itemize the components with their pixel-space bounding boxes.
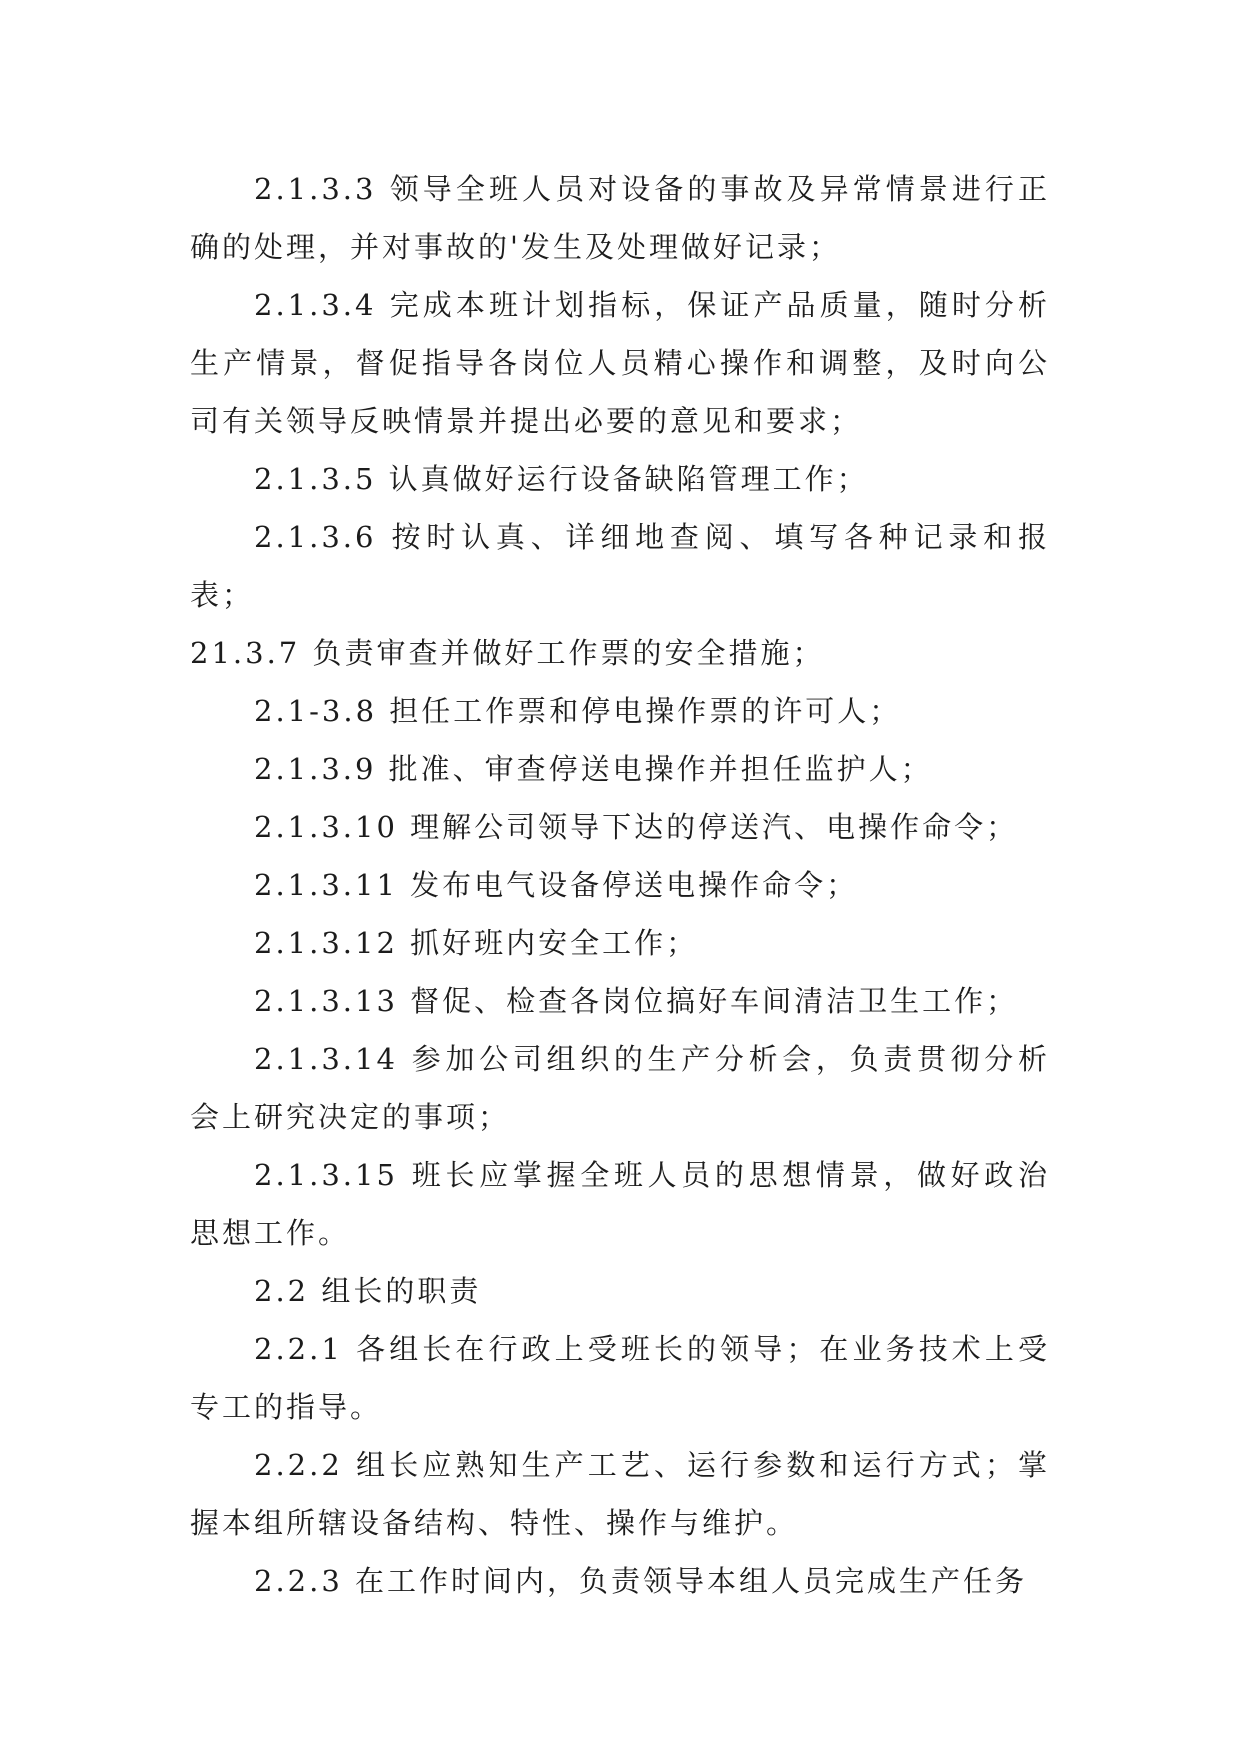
paragraph-2-1-3-14: 2.1.3.14 参加公司组织的生产分析会，负责贯彻分析会上研究决定的事项；	[190, 1042, 1050, 1134]
paragraph-2-1-3-7: 21.3.7 负责审查并做好工作票的安全措施；	[190, 636, 825, 670]
paragraph-2-1-3-4: 2.1.3.4 完成本班计划指标，保证产品质量，随时分析生产情景，督促指导各岗位人员精心操作和调整，及时向公司有关领导反映情景并提出必要的意见和要求；	[190, 288, 1050, 438]
paragraph-2-1-3-6: 2.1.3.6 按时认真、详细地查阅、填写各种记录和报表；	[190, 520, 1050, 612]
paragraph-2-1-3-10: 2.1.3.10 理解公司领导下达的停送汽、电操作命令；	[254, 810, 1019, 844]
document-body	[190, 160, 1050, 1610]
paragraph-2-1-3-12: 2.1.3.12 抓好班内安全工作；	[254, 926, 699, 960]
paragraph-2-1-3-3: 2.1.3.3 领导全班人员对设备的事故及异常情景进行正确的处理，并对事故的'发生及处理做好记录；	[190, 172, 1050, 264]
paragraph-2-2-1: 2.2.1 各组长在行政上受班长的领导；在业务技术上受专工的指导。	[190, 1332, 1050, 1424]
paragraph-2-1-3-5: 2.1.3.5 认真做好运行设备缺陷管理工作；	[254, 462, 869, 496]
paragraph-2-1-3-9: 2.1.3.9 批准、审查停送电操作并担任监护人；	[254, 752, 933, 786]
paragraph-2-1-3-8: 2.1-3.8 担任工作票和停电操作票的许可人；	[254, 694, 902, 728]
paragraph-2-1-3-13: 2.1.3.13 督促、检查各岗位搞好车间清洁卫生工作；	[254, 984, 1019, 1018]
paragraph-2-1-3-11: 2.1.3.11 发布电气设备停送电操作命令；	[254, 868, 859, 902]
paragraph-2-2-2: 2.2.2 组长应熟知生产工艺、运行参数和运行方式；掌握本组所辖设备结构、特性、操作与维护。	[190, 1448, 1050, 1540]
paragraph-2-1-3-15: 2.1.3.15 班长应掌握全班人员的思想情景，做好政治思想工作。	[190, 1158, 1050, 1250]
section-heading-2-2: 2.2 组长的职责	[254, 1274, 482, 1308]
paragraph-2-2-3: 2.2.3 在工作时间内，负责领导本组人员完成生产任务	[254, 1564, 1028, 1598]
